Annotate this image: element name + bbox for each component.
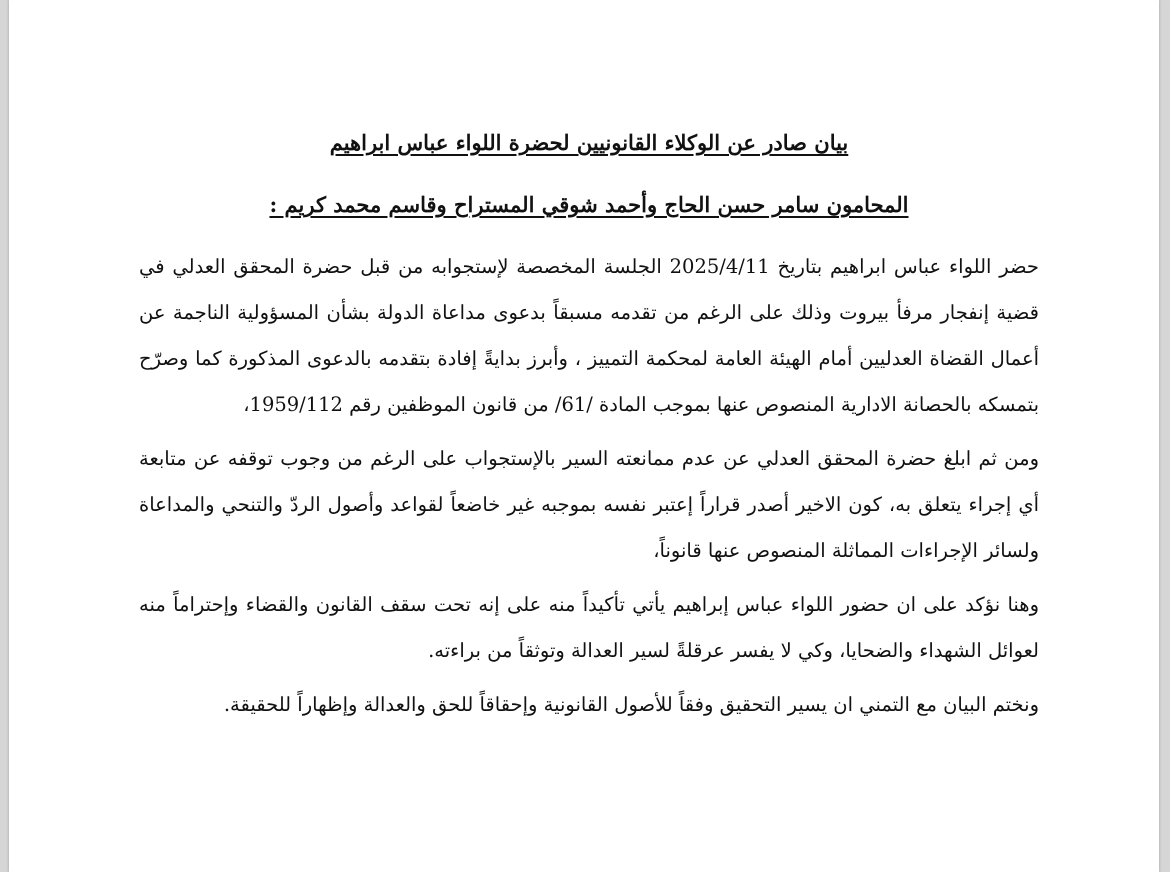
document-title: بيان صادر عن الوكلاء القانونيين لحضرة اللواء عباس ابراهيم (329, 130, 849, 155)
document-body (139, 126, 1039, 736)
paragraph-1: حضر اللواء عباس ابراهيم بتاريخ 2025/4/11 الجلسة المخصصة لإستجوابه من قبل حضرة المحقق العدلي في قضية إنفجار مرفأ بيروت وذلك على الرغم من تقدمه مسبقاً بدعوى مداعاة الدولة بشأن المسؤولية الناجمة عن أعمال القضاة العدليين أمام الهيئة العامة لمحكمة التمييز ، وأبرز بدايةً إفادة بتقدمه بالدعوى المذكورة كما وصرّح بتمسكه بالحصانة الادارية المنصوص عنها بموجب المادة /61/ من قانون الموظفين رقم 1959/112، (139, 255, 1039, 416)
paragraph-2: ومن ثم ابلغ حضرة المحقق العدلي عن عدم ممانعته السير بالإستجواب على الرغم من وجوب توقفه عن متابعة أي إجراء يتعلق به، كون الاخير أصدر قراراً إعتبر نفسه بموجبه غير خاضعاً لقواعد وأصول الردّ والتنحي والمداعاة ولسائر الإجراءات المماثلة المنصوص عنها قانوناً، (139, 447, 1039, 562)
paragraph-4: ونختم البيان مع التمني ان يسير التحقيق وفقاً للأصول القانونية وإحقاقاً للحق والعدالة وإظهاراً للحقيقة. (223, 693, 1039, 716)
paragraph-3: وهنا نؤكد على ان حضور اللواء عباس إبراهيم يأتي تأكيداً منه على إنه تحت سقف القانون والقضاء وإحتراماً منه لعوائل الشهداء والضحايا، وكي لا يفسر عرقلةً لسير العدالة وتوثقاً من براءته. (139, 593, 1039, 662)
document-page (9, 0, 1159, 872)
document-subtitle: المحامون سامر حسن الحاج وأحمد شوقي المستراح وقاسم محمد كريم : (269, 192, 909, 217)
